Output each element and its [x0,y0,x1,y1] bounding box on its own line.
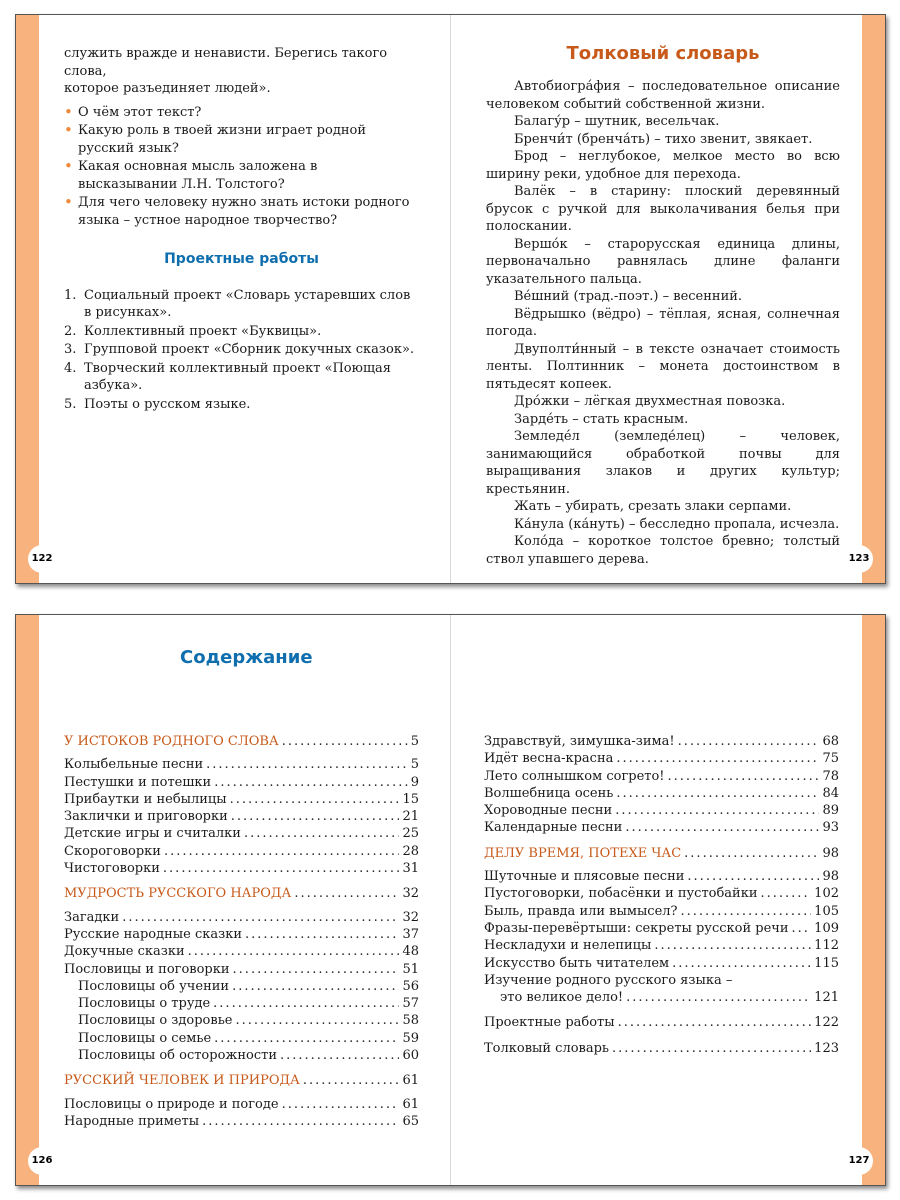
toc-page-number: 5 [410,757,419,773]
toc-entry [64,774,419,791]
toc-leader-dots [245,926,399,943]
toc-page-number: 123 [814,1040,839,1056]
toc-page-number: 102 [814,886,839,902]
toc-leader-dots [122,909,399,926]
project-item: 1. Социальный проект «Словарь устаревших слов в рисунках». [64,287,411,320]
toc-leader-dots [163,860,400,877]
toc-spacer [484,1006,839,1014]
toc-entry [64,1012,419,1029]
toc-leader-dots [231,808,400,825]
toc-entry-label: Быль, правда или вымысел? [484,903,678,919]
contents-heading: Содержание [180,647,313,668]
project-item: 3. Групповой проект «Сборник докучных сказок». [64,342,415,357]
toc-page-number: 109 [814,920,839,936]
toc-entry [64,1096,419,1113]
toc-leader-dots [214,1030,399,1047]
toc-leader-dots [280,1047,399,1064]
dictionary-entry: Двуполти́нный – в тексте означает стоимость ленты. Полтинник – монета достоинством в пятьдесят копеек. [486,341,840,392]
toc-page-number: 28 [402,843,419,859]
toc-leader-dots [668,768,820,785]
toc-entry-label: Пословицы об осторожности [78,1048,277,1064]
toc-page-number: 51 [402,961,419,977]
toc-entry-label: Толковый словарь [484,1040,610,1056]
toc-entry-label: Изучение родного русского языка – [484,972,733,988]
toc-entry [484,868,839,885]
toc-entry-label: Шуточные и плясовые песни [484,869,685,885]
toc-entry-label: Скороговорки [64,843,161,859]
toc-leader-dots [303,1072,400,1089]
toc-leader-dots [616,785,819,802]
toc-leader-dots [681,903,812,920]
toc-section-entry [64,1072,419,1089]
toc-page-number: 98 [822,869,839,885]
toc-page-number: 122 [814,1015,839,1031]
dictionary-entry: Коло́да – короткое толстое бревно; толстый ствол упавшего дерева. [486,534,840,567]
toc-entry-label: Колыбельные песни [64,757,204,773]
toc-leader-dots [654,937,811,954]
toc-entry [484,785,839,802]
toc-entry [64,978,419,995]
toc-entry-label: РУССКИЙ ЧЕЛОВЕК И ПРИРОДА [64,1073,300,1089]
toc-entry-label: Прибаутки и небылицы [64,791,227,807]
toc-entry-label: Заклички и приговорки [64,809,228,825]
toc-leader-dots [214,774,408,791]
toc-page-number: 112 [814,938,839,954]
toc-entry-label: Нескладухи и нелепицы [484,938,652,954]
page-number: 127 [845,1147,873,1175]
toc-leader-dots [282,733,408,750]
dictionary-entry: Валёк – в старину: плоский деревянный брусок с ручкой для выколачивания белья при полоскании. [486,184,840,234]
dictionary-entry: Дро́жки – лёгкая двухместная повозка. [514,394,786,409]
toc-entry [64,1030,419,1047]
toc-leader-dots [684,845,819,862]
toc-page-number: 56 [402,978,419,994]
toc-entry-label: Народные приметы [64,1113,200,1129]
question-item: • О чём этот текст? [64,104,419,122]
toc-page-number: 21 [402,809,419,825]
dictionary-entry: Вершо́к – старорусская единица длины, первоначально равнялась длине фаланги указательного пальца. [486,236,840,287]
toc-section-entry [484,845,839,862]
question-list [64,104,419,230]
toc-entry-label: это великое дело! [500,990,624,1006]
toc-leader-dots [164,843,400,860]
toc-page-number: 65 [402,1113,419,1129]
toc-leader-dots [244,825,399,842]
toc-entry [484,920,839,937]
toc-entry-label: Лето солнышком согрето! [484,768,665,784]
right-margin-bar [862,615,885,1185]
toc-leader-dots [213,995,399,1012]
toc-entry-label: ДЕЛУ ВРЕМЯ, ПОТЕХЕ ЧАС [484,845,682,861]
toc-entry-label: Чистоговорки [64,861,160,877]
toc-leader-dots [294,885,399,902]
toc-entry-label: Пустоговорки, побасёнки и пустобайки [484,886,758,902]
toc-entry [64,825,419,842]
toc-leader-dots [615,802,819,819]
toc-page-number: 32 [402,909,419,925]
toc-page-number: 115 [814,955,839,971]
toc-page-number: 89 [822,803,839,819]
toc-page-number: 121 [814,990,839,1006]
toc-entry [64,860,419,877]
toc-entry [484,733,839,750]
toc-entry [64,995,419,1012]
toc-entry-label: Русские народные сказки [64,926,243,942]
toc-entry [484,989,839,1006]
toc-page-number: 5 [410,734,419,749]
toc-leader-dots [235,1012,399,1029]
toc-entry-label: Пословицы о труде [78,996,211,1012]
left-margin-bar [16,615,39,1185]
toc-page-number: 9 [410,774,419,790]
toc-entry [484,819,839,836]
toc-entry [484,768,839,785]
left-margin-bar [16,15,39,583]
toc-leader-dots [672,955,811,972]
page-number: 126 [28,1147,56,1175]
toc-entry-label: Искусство быть читателем [484,955,670,971]
toc-page-number: 31 [402,861,419,877]
toc-leader-dots [687,868,819,885]
toc-entry-label: Пословицы и поговорки [64,961,230,977]
toc-section-entry [64,885,419,902]
toc-leader-dots [761,885,812,902]
toc-leader-dots [678,733,820,750]
toc-entry-label: Волшебница осень [484,785,614,801]
question-item: • Какая основная мысль заложена в высказывании Л.Н. Толстого? [64,158,419,193]
dictionary-entry: Балагу́р – шутник, весельчак. [514,114,720,129]
toc-entry-label: Здравствуй, зимушка-зима! [484,734,675,749]
right-margin-bar [862,15,885,583]
toc-page-number: 61 [402,1096,419,1112]
toc-leader-dots [792,920,812,937]
toc-entry [484,750,839,767]
toc-page-number: 25 [402,826,419,842]
bottom-spread [15,614,886,1186]
dictionary-entry: Бренчи́т (бренча́ть) – тихо звенит, звякает. [514,131,813,147]
toc-page-number: 75 [822,751,839,767]
toc-entry [64,926,419,943]
toc-entry [64,961,419,978]
toc-page-number: 58 [402,1013,419,1029]
toc-entry [484,1040,839,1057]
toc-leader-dots [206,756,408,773]
toc-entry-label: Фразы-перевёртыши: секреты русской речи [484,920,789,936]
toc-entry [64,943,419,960]
dictionary-entries [486,78,840,568]
toc-entry [484,903,839,920]
toc-page-number: 60 [402,1048,419,1064]
toc-entry-label: Загадки [64,909,120,925]
toc-entry-label: Детские игры и считалки [64,826,241,842]
toc-entry-label: Хороводные песни [484,803,613,819]
toc-page-number: 37 [402,926,419,942]
dictionary-entry: Земледе́л (земледе́лец) – человек, занимающийся обработкой почвы для выращивания злаков и других культур; крестьянин. [486,429,840,497]
toc-entry [64,791,419,808]
toc-right-column [484,733,839,1057]
toc-entry [484,1014,839,1031]
toc-spacer [484,1032,839,1040]
project-item: 4. Творческий коллективный проект «Поющая азбука». [64,360,391,393]
dictionary-entry: Автобиогра́фия – последовательное описание человеком событий собственной жизни. [486,79,840,112]
toc-entry-label: Проектные работы [484,1015,615,1031]
toc-page-number: 48 [402,944,419,960]
toc-entry-label: Пословицы об учении [78,978,230,994]
question-item: • Для чего человеку нужно знать истоки родного языка – устное народное творчество? [64,194,419,229]
toc-section-entry [64,733,419,750]
question-item: • Какую роль в твоей жизни играет родной русский язык? [64,122,419,157]
top-spread [15,14,886,584]
projects-list [64,287,419,414]
toc-entry-label: У ИСТОКОВ РОДНОГО СЛОВА [64,734,279,749]
page-123-content [486,43,840,568]
project-item: 5. Поэты о русском языке. [64,396,251,412]
toc-leader-dots [612,1040,811,1057]
toc-entry [484,802,839,819]
toc-page-number: 93 [822,820,839,836]
toc-entry [64,756,419,773]
dictionary-entry: Ка́нула (ка́нуть) – бесследно пропала, исчезла. [514,516,840,532]
toc-leader-dots [202,1113,399,1130]
dictionary-entry: Ве́шний (трад.-поэт.) – весенний. [514,289,743,304]
dictionary-entry: Зарде́ть – стать красным. [514,411,689,427]
toc-entry [484,955,839,972]
toc-entry-label: Пословицы о семье [78,1030,212,1046]
toc-entry [64,1047,419,1064]
toc-page-number: 57 [402,996,419,1012]
toc-entry-label: Пословицы о природе и погоде [64,1096,279,1112]
spread-gutter [450,615,451,1185]
toc-entry [64,909,419,926]
toc-entry-label: Календарные песни [484,820,623,836]
toc-entry-label: Идёт весна-красна [484,751,614,767]
page-number: 123 [845,545,873,573]
toc-entry-label: Докучные сказки [64,944,185,960]
toc-leader-dots [626,989,811,1006]
dictionary-entry: Жать – убирать, срезать злаки серпами. [514,499,792,514]
toc-page-number: 98 [822,845,839,861]
projects-heading: Проектные работы [164,251,319,267]
toc-leader-dots [616,750,819,767]
dictionary-entry: Вёдрышко (вёдро) – тёплая, ясная, солнечная погода. [486,306,840,339]
toc-entry-label: Пословицы о здоровье [78,1013,233,1029]
page-122-content [64,45,419,414]
toc-entry [64,843,419,860]
toc-leader-dots [282,1096,400,1113]
toc-left-column [64,733,419,1130]
page-number: 122 [28,545,56,573]
dictionary-heading: Толковый словарь [566,43,760,64]
toc-leader-dots [232,978,399,995]
toc-entry [484,885,839,902]
toc-page-number: 105 [814,903,839,919]
intro-line: служить вражде и ненависти. Берегись такого слова, [64,46,388,79]
toc-entry-label: Пестушки и потешки [64,774,212,790]
intro-line: которое разъединяет людей». [64,81,271,96]
toc-leader-dots [188,943,400,960]
toc-leader-dots [625,819,819,836]
dictionary-entry: Брод – неглубокое, мелкое место во всю ширину реки, удобное для перехода. [486,149,840,182]
toc-page-number: 59 [402,1030,419,1046]
toc-entry-label: МУДРОСТЬ РУССКОГО НАРОДА [64,886,292,902]
toc-leader-dots [230,791,400,808]
toc-entry [484,937,839,954]
toc-page-number: 32 [402,886,419,902]
toc-page-number: 84 [822,785,839,801]
toc-page-number: 68 [822,734,839,749]
toc-page-number: 15 [402,791,419,807]
toc-entry [64,1113,419,1130]
spread-gutter [450,15,451,583]
toc-leader-dots [618,1014,812,1031]
toc-page-number: 61 [402,1073,419,1089]
toc-leader-dots [233,961,400,978]
project-item: 2. Коллективный проект «Буквицы». [64,323,322,339]
toc-page-number: 78 [822,768,839,784]
toc-entry [64,808,419,825]
